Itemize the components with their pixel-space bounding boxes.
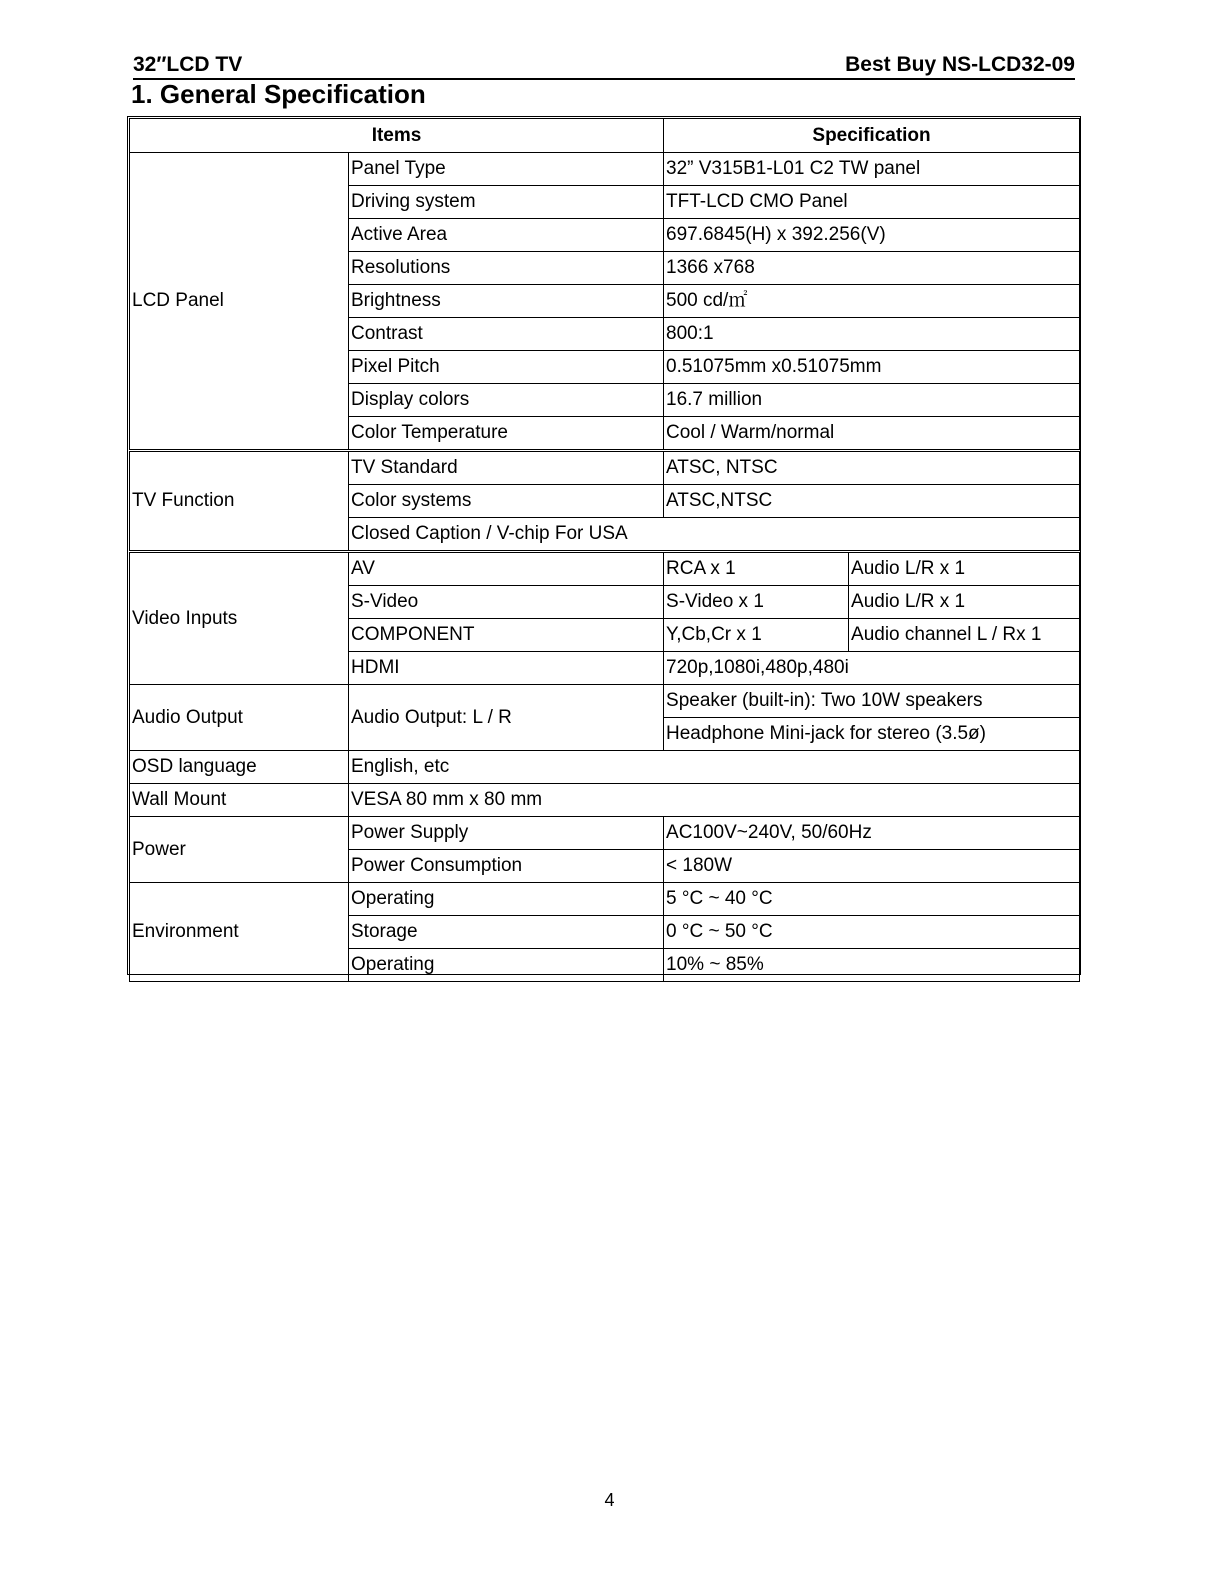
spec-cell: 0.51075mm x0.51075mm bbox=[664, 351, 1080, 384]
spec-table bbox=[129, 118, 1080, 982]
spec-cell: Cool / Warm/normal bbox=[664, 417, 1080, 451]
header-product: 32″LCD TV bbox=[133, 53, 243, 76]
item-cell: Operating bbox=[349, 949, 664, 982]
item-cell: Driving system bbox=[349, 186, 664, 219]
header-model: Best Buy NS-LCD32-09 bbox=[845, 53, 1075, 76]
group-power: Power bbox=[130, 817, 349, 883]
spec-cell: 5 °C ~ 40 °C bbox=[664, 883, 1080, 916]
header-items: Items bbox=[130, 119, 664, 153]
spec-cell: 500 cd/㎡ bbox=[664, 285, 1080, 318]
spec-cell: VESA 80 mm x 80 mm bbox=[349, 784, 1080, 817]
item-cell: S-Video bbox=[349, 586, 664, 619]
item-cell: Color Temperature bbox=[349, 417, 664, 451]
item-cell: Active Area bbox=[349, 219, 664, 252]
group-environment: Environment bbox=[130, 883, 349, 982]
table-row bbox=[130, 817, 1080, 850]
audio-cell: Audio L/R x 1 bbox=[849, 586, 1080, 619]
item-cell: Power Supply bbox=[349, 817, 664, 850]
spec-cell: 32” V315B1-L01 C2 TW panel bbox=[664, 153, 1080, 186]
table-row bbox=[130, 784, 1080, 817]
item-cell: Power Consumption bbox=[349, 850, 664, 883]
group-video-inputs: Video Inputs bbox=[130, 552, 349, 685]
caption-cell: Closed Caption / V-chip For USA bbox=[349, 518, 1080, 552]
item-cell: Contrast bbox=[349, 318, 664, 351]
spec-cell: 16.7 million bbox=[664, 384, 1080, 417]
group-wall-mount: Wall Mount bbox=[130, 784, 349, 817]
spec-cell: S-Video x 1 bbox=[664, 586, 849, 619]
spec-cell: 1366 x768 bbox=[664, 252, 1080, 285]
spec-cell: 800:1 bbox=[664, 318, 1080, 351]
table-row bbox=[130, 451, 1080, 485]
spec-cell: 10% ~ 85% bbox=[664, 949, 1080, 982]
group-audio-output: Audio Output bbox=[130, 685, 349, 751]
spec-cell: 697.6845(H) x 392.256(V) bbox=[664, 219, 1080, 252]
table-row bbox=[130, 883, 1080, 916]
spec-cell: Speaker (built-in): Two 10W speakers bbox=[664, 685, 1080, 718]
item-cell: Panel Type bbox=[349, 153, 664, 186]
item-cell: Pixel Pitch bbox=[349, 351, 664, 384]
spec-cell: TFT-LCD CMO Panel bbox=[664, 186, 1080, 219]
spec-cell: English, etc bbox=[349, 751, 1080, 784]
header-specification: Specification bbox=[664, 119, 1080, 153]
page-number: 4 bbox=[604, 1490, 615, 1510]
spec-cell: ATSC,NTSC bbox=[664, 485, 1080, 518]
table-row bbox=[130, 153, 1080, 186]
spec-cell: AC100V~240V, 50/60Hz bbox=[664, 817, 1080, 850]
group-osd-language: OSD language bbox=[130, 751, 349, 784]
spec-cell: 720p,1080i,480p,480i bbox=[664, 652, 1080, 685]
item-cell: TV Standard bbox=[349, 451, 664, 485]
group-lcd-panel: LCD Panel bbox=[130, 153, 349, 451]
item-cell: Brightness bbox=[349, 285, 664, 318]
audio-cell: Audio channel L / Rx 1 bbox=[849, 619, 1080, 652]
table-header-row bbox=[130, 119, 1080, 153]
item-cell: Storage bbox=[349, 916, 664, 949]
table-row bbox=[130, 552, 1080, 586]
spec-cell: RCA x 1 bbox=[664, 552, 849, 586]
item-cell: COMPONENT bbox=[349, 619, 664, 652]
item-cell: AV bbox=[349, 552, 664, 586]
page-header bbox=[133, 52, 1075, 80]
item-cell: Resolutions bbox=[349, 252, 664, 285]
item-cell: HDMI bbox=[349, 652, 664, 685]
item-cell: Display colors bbox=[349, 384, 664, 417]
group-tv-function: TV Function bbox=[130, 451, 349, 552]
section-title: 1. General Specification bbox=[131, 79, 426, 109]
item-cell: Operating bbox=[349, 883, 664, 916]
spec-cell: ATSC, NTSC bbox=[664, 451, 1080, 485]
spec-cell: Headphone Mini-jack for stereo (3.5ø) bbox=[664, 718, 1080, 751]
spec-cell: Y,Cb,Cr x 1 bbox=[664, 619, 849, 652]
audio-cell: Audio L/R x 1 bbox=[849, 552, 1080, 586]
spec-cell: < 180W bbox=[664, 850, 1080, 883]
table-row bbox=[130, 751, 1080, 784]
table-row bbox=[130, 685, 1080, 718]
item-cell: Color systems bbox=[349, 485, 664, 518]
item-cell: Audio Output: L / R bbox=[349, 685, 664, 751]
spec-cell: 0 °C ~ 50 °C bbox=[664, 916, 1080, 949]
